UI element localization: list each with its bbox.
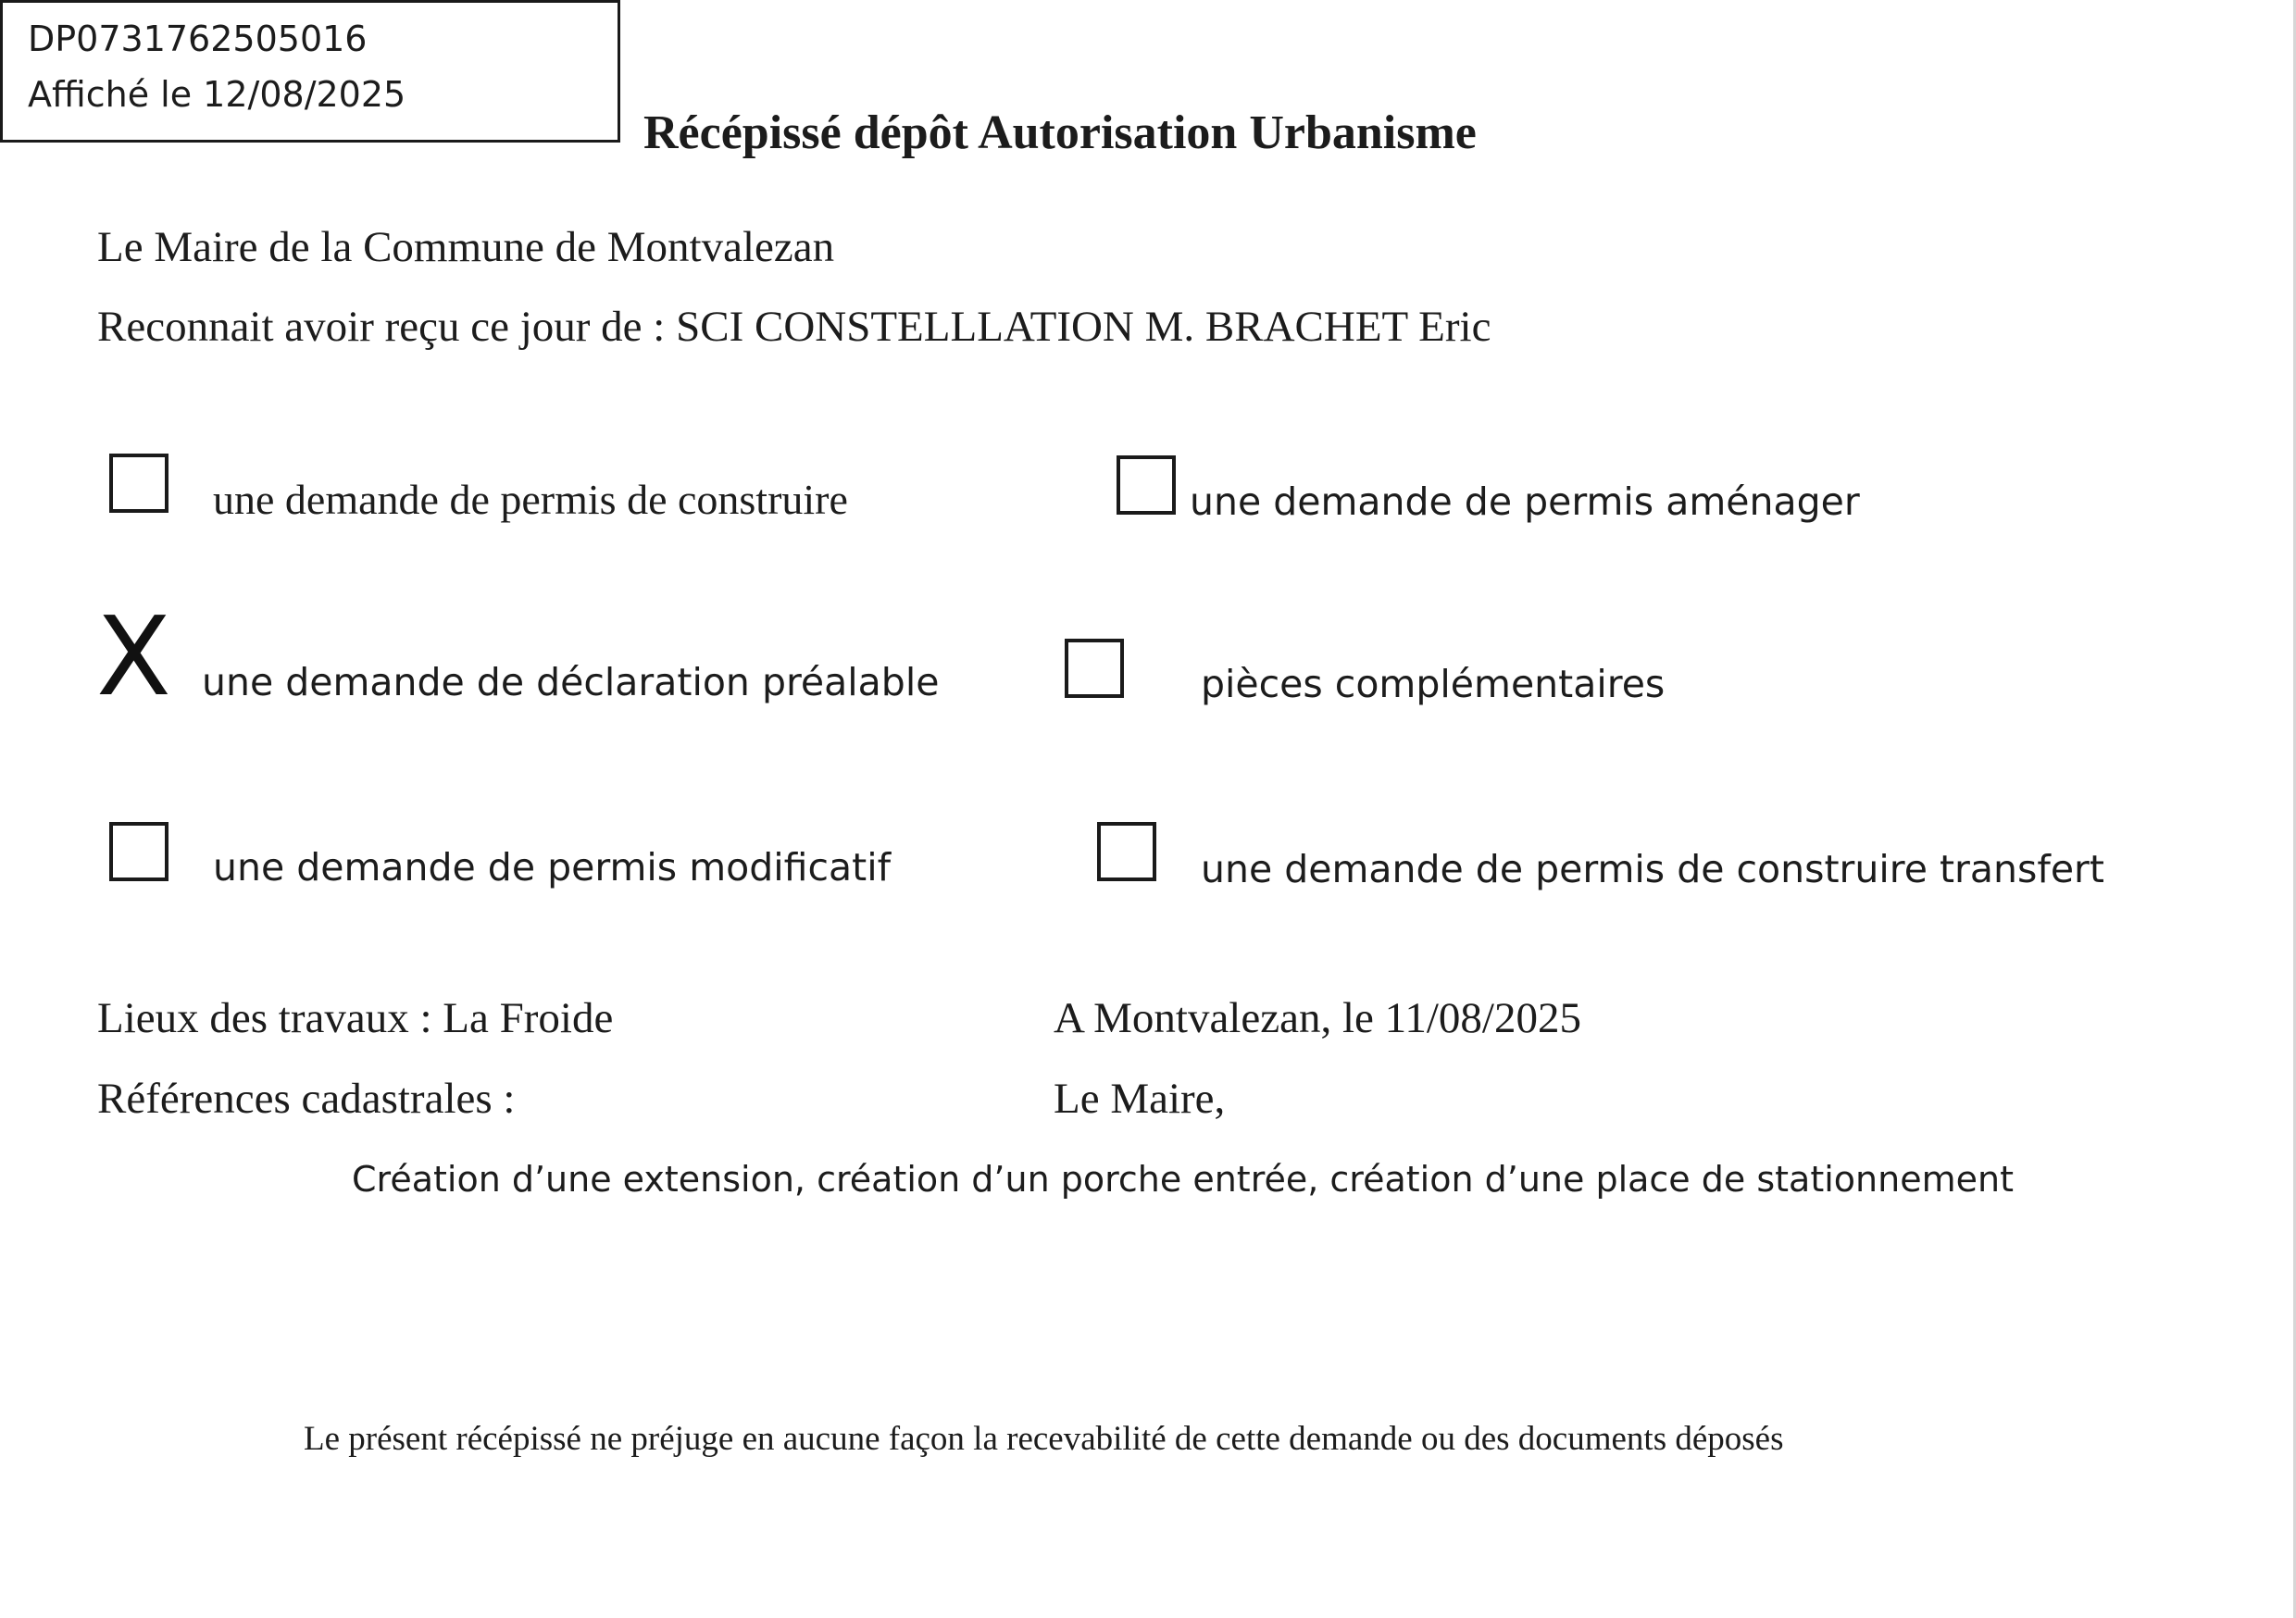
received-from-line: Reconnait avoir reçu ce jour de : SCI CONSTELLLATION M. BRACHET Eric — [97, 303, 1491, 351]
document-title: Récépissé dépôt Autorisation Urbanisme — [643, 106, 1477, 159]
posted-date: Affiché le 12/08/2025 — [28, 74, 406, 115]
label-permis-modificatif: une demande de permis modificatif — [213, 845, 892, 890]
checked-x-mark-declaration-prealable[interactable]: X — [96, 592, 171, 720]
signatory: Le Maire, — [1054, 1075, 1226, 1123]
checkbox-pieces-complementaires[interactable] — [1065, 639, 1124, 698]
place-and-date: A Montvalezan, le 11/08/2025 — [1054, 994, 1581, 1042]
checkbox-permis-transfert[interactable] — [1097, 822, 1156, 881]
file-number: DP0731762505016 — [28, 19, 368, 59]
mayor-line: Le Maire de la Commune de Montvalezan — [97, 223, 835, 271]
works-location: Lieux des travaux : La Froide — [97, 994, 614, 1042]
disclaimer: Le présent récépissé ne préjuge en aucune façon la recevabilité de cette demande ou des documents déposés — [304, 1420, 1784, 1458]
label-pieces-complementaires: pièces complémentaires — [1201, 662, 1666, 706]
reference-box — [0, 0, 620, 143]
label-declaration-prealable: une demande de déclaration préalable — [202, 660, 940, 704]
label-permis-transfert: une demande de permis de construire transfert — [1201, 847, 2104, 891]
cadastral-references: Références cadastrales : — [97, 1075, 516, 1123]
checkbox-permis-construire[interactable] — [109, 454, 168, 513]
checkbox-permis-modificatif[interactable] — [109, 822, 168, 881]
label-permis-construire: une demande de permis de construire — [213, 476, 848, 523]
project-description: Création d’une extension, création d’un porche entrée, création d’une place de stationnement — [352, 1159, 2014, 1200]
checkbox-permis-amenager[interactable] — [1117, 455, 1176, 515]
label-permis-amenager: une demande de permis aménager — [1190, 479, 1860, 524]
